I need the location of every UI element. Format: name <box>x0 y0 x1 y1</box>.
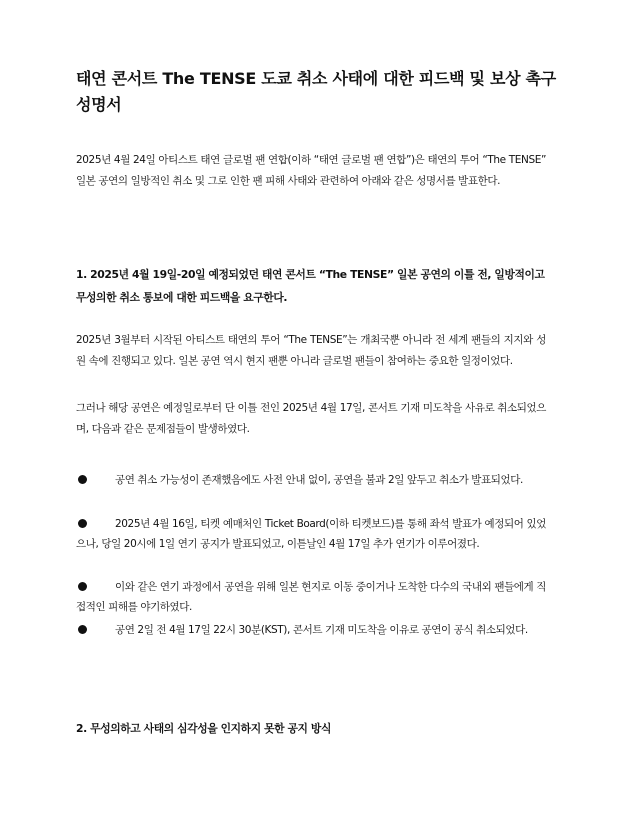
section-1-heading: 1. 2025년 4월 19일-20일 예정되었던 태연 콘서트 “The TENSE” 일본 공연의 이틀 전, 일방적이고 무성의한 취소 통보에 대한 피드백을 요구한다. <box>76 268 545 304</box>
section-1-paragraph-1: 2025년 3월부터 시작된 아티스트 태연의 투어 “The TENSE”는 개최국뿐 아니라 전 세계 팬들의 지지와 성원 속에 진행되고 있다. 일본 공연 역시 현지 팬뿐 아니라 글로벌 팬들이 참여하는 중요한 일정이었다. <box>76 334 546 367</box>
bullet-text: 공연 2일 전 4월 17일 22시 30분(KST), 콘서트 기재 미도착을 이유로 공연이 공식 취소되었다. <box>115 624 528 636</box>
bullet-item-3 <box>76 577 546 617</box>
bullet-dot-icon <box>78 625 87 634</box>
bullet-item-4 <box>76 620 546 640</box>
bullet-dot-icon <box>78 475 87 484</box>
bullet-text: 공연 취소 가능성이 존재했음에도 사전 안내 없이, 공연을 불과 2일 앞두고 취소가 발표되었다. <box>115 474 523 486</box>
intro-paragraph: 2025년 4월 24일 아티스트 태연 글로벌 팬 연합(이하 “태연 글로벌 팬 연합”)은 태연의 투어 “The TENSE” 일본 공연의 일방적인 취소 및 그로 인한 팬 피해 사태와 관련하여 아래와 같은 성명서를 발표한다. <box>76 154 546 187</box>
bullet-item-1 <box>76 470 546 490</box>
bullet-dot-icon <box>78 582 87 591</box>
bullet-dot-icon <box>78 519 87 528</box>
section-2-heading: 2. 무성의하고 사태의 심각성을 인지하지 못한 공지 방식 <box>76 722 331 735</box>
bullet-text: 이와 같은 연기 과정에서 공연을 위해 일본 현지로 이동 중이거나 도착한 다수의 국내외 팬들에게 직접적인 피해를 야기하였다. <box>76 581 546 613</box>
bullet-text: 2025년 4월 16일, 티켓 예매처인 Ticket Board(이하 티켓보드)를 통해 좌석 발표가 예정되어 있었으나, 당일 20시에 1일 연기 공지가 발표되었고, 이튿날인 4월 17일 추가 연기가 이루어졌다. <box>76 518 546 550</box>
document-title: 태연 콘서트 The TENSE 도쿄 취소 사태에 대한 피드백 및 보상 촉구 성명서 <box>76 69 556 114</box>
bullet-item-2 <box>76 514 546 554</box>
section-1-paragraph-2: 그러나 해당 공연은 예정일로부터 단 이틀 전인 2025년 4월 17일, 콘서트 기재 미도착을 사유로 취소되었으며, 다음과 같은 문제점들이 발생하였다. <box>76 402 546 435</box>
